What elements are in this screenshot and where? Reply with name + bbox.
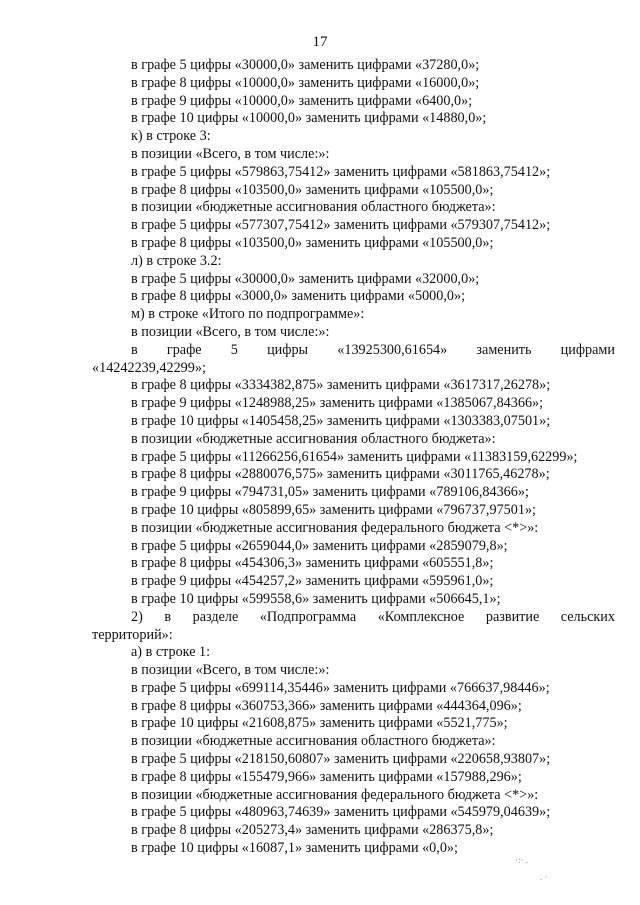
text-line: в позиции «бюджетные ассигнования областного бюджета»: [131, 430, 496, 447]
text-line: в графе 5 цифры «579863,75412» заменить цифрами «581863,75412»; [131, 163, 551, 180]
text-line: в графе 9 цифры «794731,05» заменить цифрами «789106,84366»; [131, 484, 529, 501]
text-line: в графе 10 цифры «1405458,25» заменить цифрами «1303383,07501»; [131, 412, 551, 429]
text-line: к) в строке 3: [131, 128, 211, 145]
text-line: в позиции «бюджетные ассигнования областного бюджета»: [131, 199, 496, 216]
text-line: в позиции «бюджетные ассигнования федерального бюджета <*>»: [131, 519, 539, 536]
scan-artifact: . · [540, 872, 548, 882]
text-line: «14242239,42299»; [92, 359, 206, 376]
text-line: в графе 5 цифры «11266256,61654» заменить цифрами «11383159,62299»; [131, 448, 578, 465]
text-line: в графе 5 цифры «577307,75412» заменить цифрами «579307,75412»; [131, 217, 551, 234]
text-line: в графе 8 цифры «360753,366» заменить цифрами «444364,096»; [131, 697, 522, 714]
document-body [92, 57, 615, 858]
text-line: в графе 10 цифры «10000,0» заменить цифрами «14880,0»; [131, 110, 487, 127]
text-line: в позиции «Всего, в том числе:»: [131, 323, 330, 340]
text-line: в графе 5 цифры «218150,60807» заменить цифрами «220658,93807»; [131, 751, 551, 768]
text-line: в графе 8 цифры «103500,0» заменить цифрами «105500,0»; [131, 234, 494, 251]
text-line: л) в строке 3.2: [131, 252, 222, 269]
text-line: в графе 9 цифры «1248988,25» заменить цифрами «1385067,84366»; [131, 395, 544, 412]
text-line: в графе 5 цифры «699114,35446» заменить цифрами «766637,98446»; [131, 679, 550, 696]
text-line: в позиции «Всего, в том числе:»: [131, 662, 330, 679]
text-line: в графе 8 цифры «454306,3» заменить цифрами «605551,8»; [131, 555, 494, 572]
text-line: 2) в разделе «Подпрограмма «Комплексное развитие сельских [131, 608, 615, 625]
text-line: в графе 10 цифры «21608,875» заменить цифрами «5521,775»; [131, 715, 508, 732]
text-line: в графе 8 цифры «103500,0» заменить цифрами «105500,0»; [131, 181, 494, 198]
text-line: в графе 10 цифры «599558,6» заменить цифрами «506645,1»; [131, 590, 501, 607]
text-line: в позиции «бюджетные ассигнования областного бюджета»: [131, 733, 496, 750]
text-line: в графе 5 цифры «480963,74639» заменить цифрами «545979,04639»; [131, 804, 551, 821]
text-line: м) в строке «Итого по подпрограмме»: [131, 306, 365, 323]
text-line: в графе 10 цифры «805899,65» заменить цифрами «796737,97501»; [131, 501, 536, 518]
text-line: в позиции «бюджетные ассигнования федерального бюджета <*>»: [131, 786, 539, 803]
text-line: в графе 8 цифры «205273,4» заменить цифрами «286375,8»; [131, 822, 494, 839]
scan-artifact: ·:· . [515, 855, 528, 865]
text-line: в графе 10 цифры «16087,1» заменить цифрами «0,0»; [131, 840, 458, 857]
page-number: 17 [312, 34, 328, 50]
text-line: в графе 5 цифры «30000,0» заменить цифрами «37280,0»; [131, 57, 480, 73]
text-line: в графе 5 цифры «2659044,0» заменить цифрами «2859079,8»; [131, 537, 508, 554]
text-line: в графе 8 цифры «2880076,575» заменить цифрами «3011765,46278»; [131, 466, 550, 483]
text-line: в позиции «Всего, в том числе:»: [131, 145, 330, 162]
text-line: в графе 5 цифры «30000,0» заменить цифрами «32000,0»; [131, 270, 480, 287]
text-line: в графе 5 цифры «13925300,61654» заменить цифрами [131, 341, 615, 358]
text-line: а) в строке 1: [131, 644, 211, 661]
text-line: в графе 8 цифры «155479,966» заменить цифрами «157988,296»; [131, 768, 522, 785]
text-line: территорий»: [92, 626, 173, 643]
text-line: в графе 9 цифры «10000,0» заменить цифрами «6400,0»; [131, 92, 473, 109]
text-line: в графе 9 цифры «454257,2» заменить цифрами «595961,0»; [131, 573, 494, 590]
text-line: в графе 8 цифры «3334382,875» заменить цифрами «3617317,26278»; [131, 377, 551, 394]
text-line: в графе 8 цифры «10000,0» заменить цифрами «16000,0»; [131, 74, 480, 91]
text-line: в графе 8 цифры «3000,0» заменить цифрами «5000,0»; [131, 288, 466, 305]
